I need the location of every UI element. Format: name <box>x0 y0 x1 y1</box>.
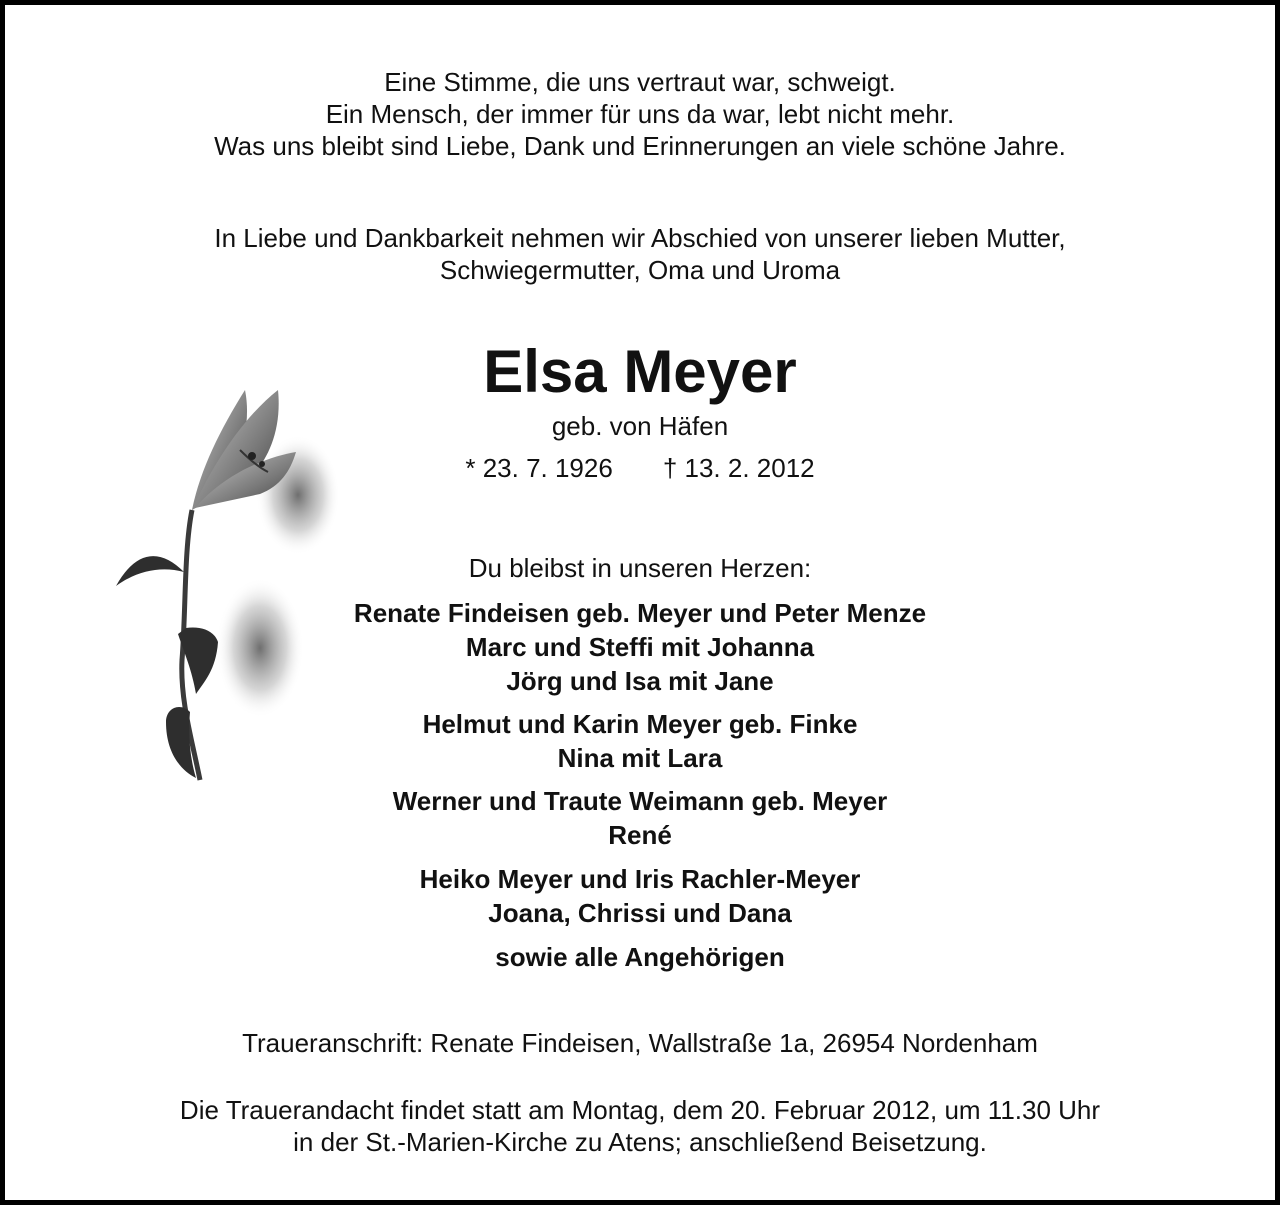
mourner-line: Helmut und Karin Meyer geb. Finke <box>422 709 858 739</box>
service-info <box>0 1094 1280 1158</box>
death-date: † 13. 2. 2012 <box>662 453 815 483</box>
poem-line: Ein Mensch, der immer für uns da war, lebt nicht mehr. <box>325 99 955 129</box>
poem-line: Eine Stimme, die uns vertraut war, schweigt. <box>384 67 896 97</box>
mourner-group <box>0 940 1280 974</box>
birth-date: * 23. 7. 1926 <box>465 453 613 483</box>
mourner-line: Renate Findeisen geb. Meyer und Peter Menze <box>353 598 927 628</box>
mourner-line: René <box>608 820 672 850</box>
service-line: in der St.-Marien-Kirche zu Atens; anschließend Beisetzung. <box>293 1127 987 1157</box>
anther <box>248 452 256 460</box>
mourner-group <box>0 862 1280 930</box>
mourner-group <box>0 707 1280 775</box>
remain-line: Du bleibst in unseren Herzen: <box>468 553 812 583</box>
mourner-line: Joana, Chrissi und Dana <box>488 898 792 928</box>
farewell-intro <box>0 222 1280 286</box>
mourning-address: Traueranschrift: Renate Findeisen, Wallstraße 1a, 26954 Nordenham <box>242 1028 1038 1058</box>
mourner-group <box>0 784 1280 852</box>
intro-line: In Liebe und Dankbarkeit nehmen wir Abschied von unserer lieben Mutter, <box>214 223 1066 253</box>
mourner-line: Werner und Traute Weimann geb. Meyer <box>392 786 888 816</box>
mourner-line: Nina mit Lara <box>557 743 723 773</box>
poem-line: Was uns bleibt sind Liebe, Dank und Erinnerungen an viele schöne Jahre. <box>214 131 1066 161</box>
intro-line: Schwiegermutter, Oma und Uroma <box>439 255 841 285</box>
blur-spot <box>256 435 340 555</box>
mourner-group <box>0 596 1280 698</box>
poem <box>0 66 1280 162</box>
service-line: Die Trauerandacht findet statt am Montag, dem 20. Februar 2012, um 11.30 Uhr <box>179 1095 1101 1125</box>
mourner-line: Heiko Meyer und Iris Rachler-Meyer <box>419 864 861 894</box>
anther <box>259 461 265 467</box>
deceased-name: Elsa Meyer <box>483 338 797 405</box>
mourner-line: Marc und Steffi mit Johanna <box>465 632 815 662</box>
maiden-name: geb. von Häfen <box>551 411 729 441</box>
mourner-line: Jörg und Isa mit Jane <box>506 666 774 696</box>
mourner-line: sowie alle Angehörigen <box>495 942 785 972</box>
